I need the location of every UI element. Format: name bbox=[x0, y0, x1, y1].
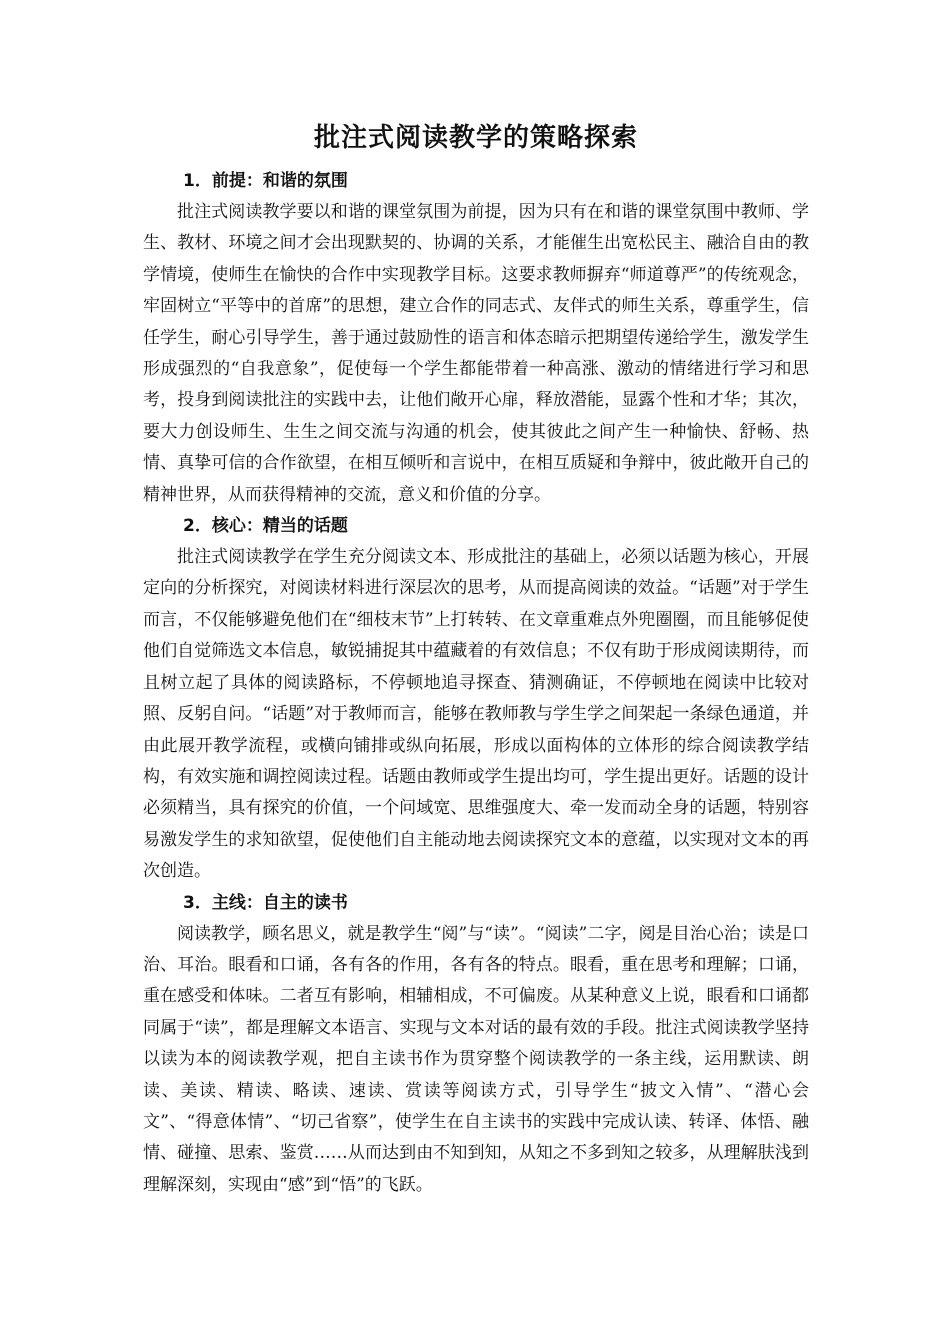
document-title: 批注式阅读教学的策略探索 bbox=[313, 123, 638, 153]
document-body bbox=[143, 118, 809, 1201]
section-heading: 1．前提：和谐的氛围 bbox=[183, 171, 348, 191]
section-premise bbox=[143, 166, 809, 511]
section-paragraph: 阅读教学，顾名思义，就是教学生“阅”与“读”。“阅读”二字，阅是目治心治；读是口治、耳治。眼看和口诵，各有各的作用，各有各的特点。眼看，重在思考和理解；口诵，重在感受和体味。二者互有影响，相辅相成，不可偏废。从某种意义上说，眼看和口诵都同属于“读”，都是理解文本语言、实现与文本对话的最有效的手段。批注式阅读教学坚持以读为本的阅读教学观，把自主读书作为贯穿整个阅读教学的一条主线，运用默读、朗读、美读、精读、略读、速读、赏读等阅读方式，引导学生“披文入情”、“潜心会文”、“得意体情”、“切己省察”，使学生在自主读书的实践中完成认读、转译、体悟、融情、碰撞、思索、鉴赏……从而达到由不知到知，从知之不多到知之较多，从理解肤浅到理解深刻，实现由“感”到“悟”的飞跃。 bbox=[143, 923, 809, 1195]
section-core bbox=[143, 511, 809, 887]
section-paragraph: 批注式阅读教学要以和谐的课堂氛围为前提，因为只有在和谐的课堂氛围中教师、学生、教材、环境之间才会出现默契的、协调的关系，才能催生出宽松民主、融洽自由的教学情境，使师生在愉快的合作中实现教学目标。这要求教师摒弃“师道尊严”的传统观念，牢固树立“平等中的首席”的思想，建立合作的同志式、友伴式的师生关系，尊重学生，信任学生，耐心引导学生，善于通过鼓励性的语言和体态暗示把期望传递给学生，激发学生形成强烈的“自我意象”，促使每一个学生都能带着一种高涨、激动的情绪进行学习和思考，投身到阅读批注的实践中去，让他们敞开心扉，释放潜能，显露个性和才华；其次，要大力创设师生、生生之间交流与沟通的机会，使其彼此之间产生一种愉快、舒畅、热情、真挚可信的合作欲望，在相互倾听和言说中，在相互质疑和争辩中，彼此敞开自己的精神世界，从而获得精神的交流，意义和价值的分享。 bbox=[143, 202, 809, 505]
section-heading: 2．核心：精当的话题 bbox=[183, 516, 348, 537]
section-paragraph: 批注式阅读教学在学生充分阅读文本、形成批注的基础上，必须以话题为核心，开展定向的分析探究，对阅读材料进行深层次的思考，从而提高阅读的效益。“话题”对于学生而言，不仅能够避免他们在“细枝末节”上打转转、在文章重难点外兜圈圈，而且能够促使他们自觉筛选文本信息，敏锐捕捉其中蕴藏着的有效信息；不仅有助于形成阅读期待，而且树立起了具体的阅读路标，不停顿地追寻探查、猜测确证，不停顿地在阅读中比较对照、反躬自问。“话题”对于教师而言，能够在教师教与学生学之间架起一条绿色通道，并由此展开教学流程，或横向铺排或纵向拓展，形成以面构体的立体形的综合阅读教学结构，有效实施和调控阅读过程。话题由教师或学生提出均可，学生提出更好。话题的设计必须精当，具有探究的价值，一个问域宽、思维强度大、牵一发而动全身的话题，特别容易激发学生的求知欲望，促使他们自主能动地去阅读探究文本的意蕴，以实现对文本的再次创造。 bbox=[143, 547, 809, 882]
section-heading: 3．主线：自主的读书 bbox=[183, 892, 348, 913]
section-main-thread bbox=[143, 888, 809, 1202]
